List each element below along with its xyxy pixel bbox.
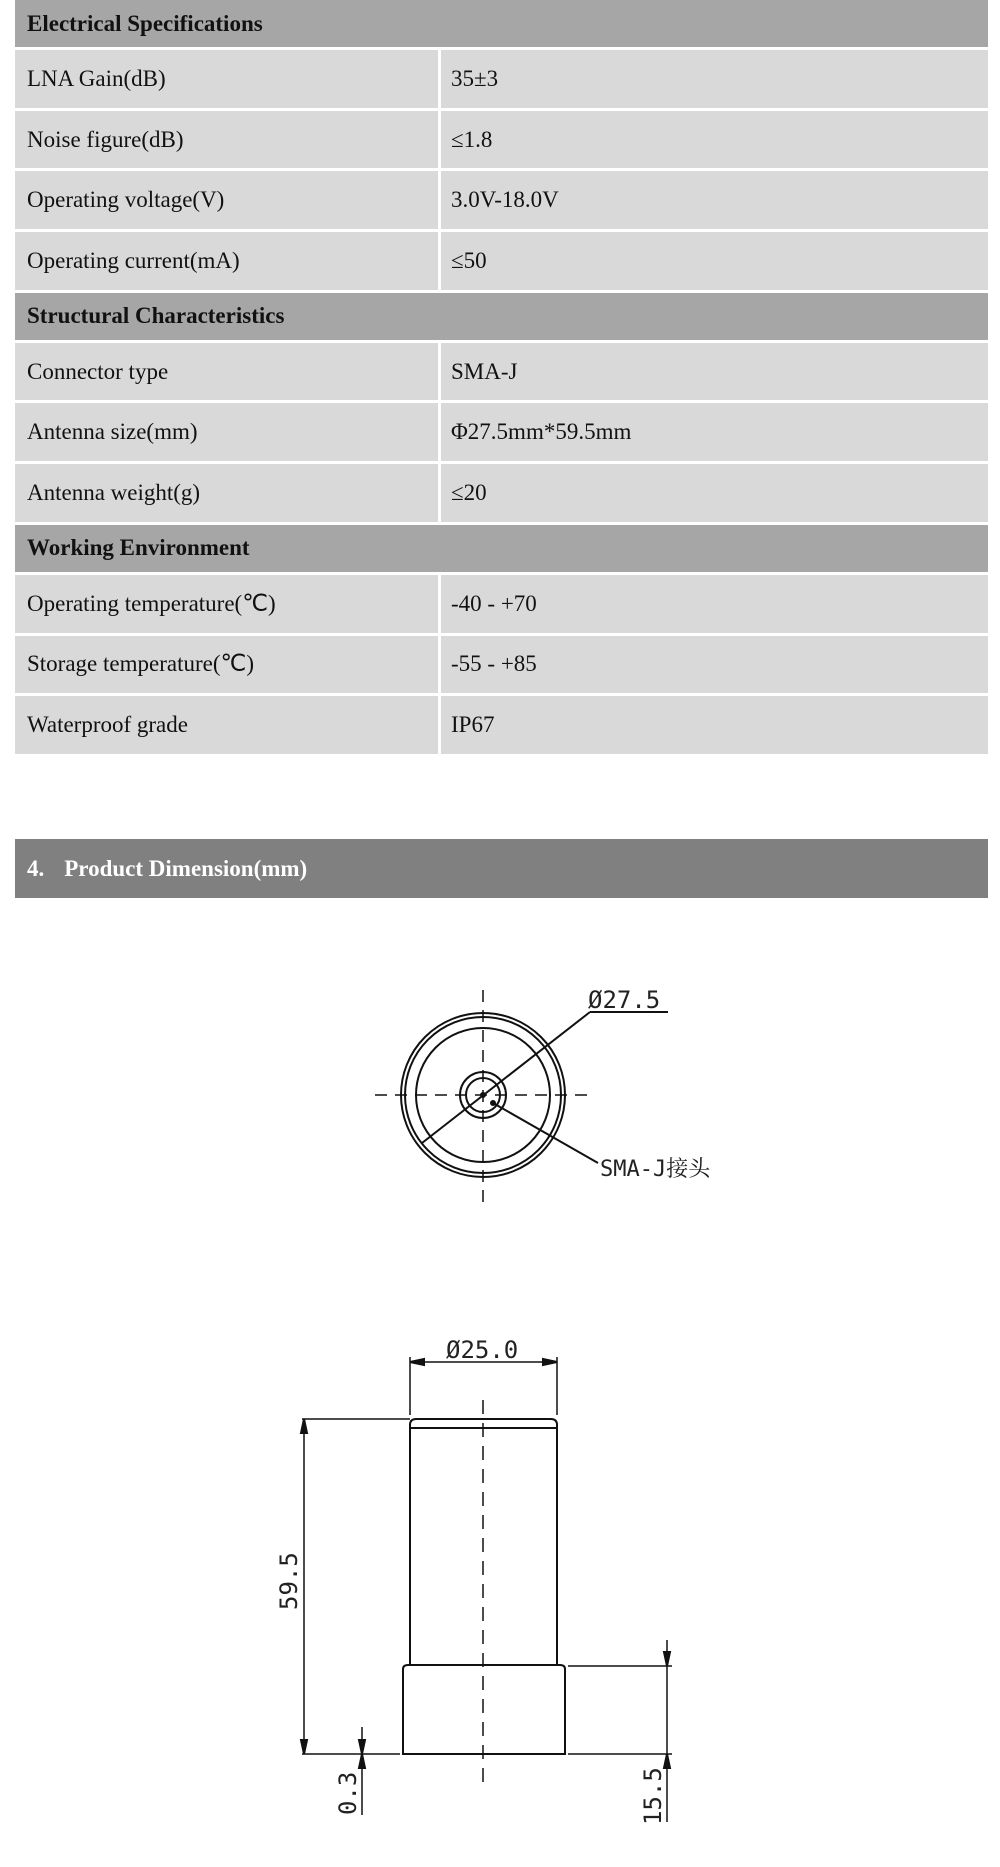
section-header-electrical: Electrical Specifications [15, 0, 988, 50]
spec-value: Φ27.5mm*59.5mm [441, 403, 988, 461]
spec-value: ≤20 [441, 464, 988, 522]
spec-label: Operating voltage(V) [15, 171, 441, 229]
spec-value: -40 - +70 [441, 575, 988, 633]
spec-value: 3.0V-18.0V [441, 171, 988, 229]
spec-value: 35±3 [441, 50, 988, 108]
side-view [275, 1336, 672, 1825]
spec-label: Connector type [15, 343, 441, 401]
gap-label: 0.3 [334, 1771, 362, 1815]
side-diameter-label: Ø25.0 [446, 1336, 519, 1364]
section-number: 4. [27, 855, 45, 881]
height-label: 59.5 [275, 1552, 303, 1610]
spec-label: Antenna weight(g) [15, 464, 441, 522]
section-header-structural: Structural Characteristics [15, 293, 988, 343]
section-title: Product Dimension(mm) [64, 855, 308, 881]
top-diameter-label: Ø27.5 [588, 986, 661, 1014]
spec-label: LNA Gain(dB) [15, 50, 441, 108]
top-view [375, 986, 711, 1205]
spec-value: ≤1.8 [441, 111, 988, 169]
spec-label: Noise figure(dB) [15, 111, 441, 169]
spec-value: SMA-J [441, 343, 988, 401]
spec-label: Waterproof grade [15, 696, 441, 754]
section-header-environment: Working Environment [15, 525, 988, 575]
spec-value: -55 - +85 [441, 636, 988, 694]
spec-label: Antenna size(mm) [15, 403, 441, 461]
spec-value: ≤50 [441, 232, 988, 290]
spec-value: IP67 [441, 696, 988, 754]
spec-label: Storage temperature(℃) [15, 636, 441, 694]
base-height-label: 15.5 [639, 1767, 667, 1825]
spec-label: Operating temperature(℃) [15, 575, 441, 633]
spec-label: Operating current(mA) [15, 232, 441, 290]
connector-label: SMA-J接头 [600, 1157, 711, 1182]
